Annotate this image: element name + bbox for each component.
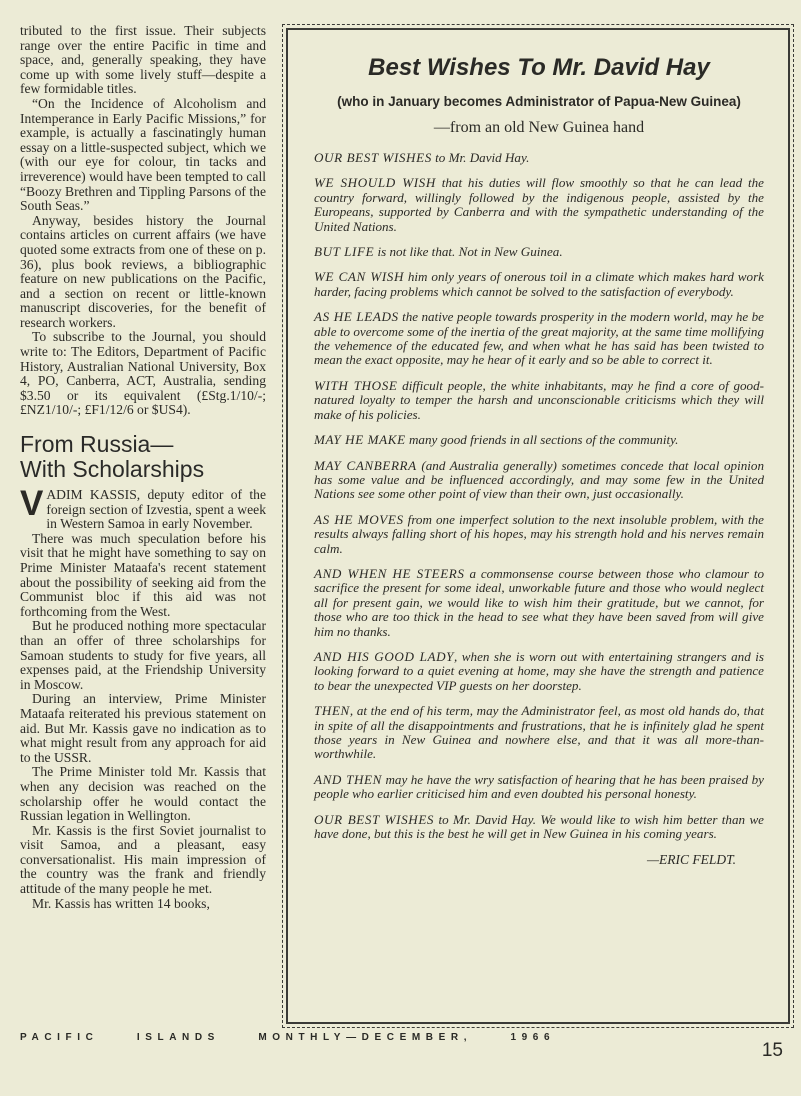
tribute-paragraph — [314, 567, 764, 639]
paragraph-text: that his duties will flow smoothly so that he can lead the country forward, willingly followed by the indigenous people, assisted by the Europeans, supported by Canberra and with the sympathetic understanding of the United Nations. — [314, 175, 764, 234]
article-paragraph: There was much speculation before his visit that he might have something to say on Prime Minister Mataafa's recent statement about the possibility of seeking aid from the Communist bloc if this aid was not forthcoming from the West. — [20, 530, 266, 619]
paragraph-lead: THEN — [314, 703, 350, 719]
paragraph-text: , at the end of his term, may the Administrator feel, as most old hands do, that in spite of all the disappointments and frustrations, that he is infinitely glad he spent those years in New Guinea and nowhere else, and that it was all more-than-worthwhile. — [314, 703, 764, 762]
article-paragraph — [20, 484, 266, 532]
footer-word: MONTHLY—DECEMBER, — [258, 1032, 473, 1043]
footer-word: ISLANDS — [136, 1032, 220, 1043]
tribute-paragraph — [314, 650, 764, 693]
article-paragraph: Mr. Kassis has written 14 books, — [32, 895, 210, 911]
tribute-paragraph — [314, 379, 764, 422]
tribute-paragraph — [314, 151, 764, 165]
footer-word: PACIFIC — [20, 1032, 99, 1043]
paragraph-text: is not like that. Not in New Guinea. — [374, 244, 563, 260]
tribute-box — [286, 28, 790, 1024]
paragraph-text: to Mr. David Hay. We would like to wish him better than we have done, but this is the best he will get in New Guinea in his coming years. — [314, 811, 764, 842]
paragraph-lead: WE CAN WISH — [314, 269, 404, 285]
tribute-paragraph — [314, 813, 764, 842]
article-paragraph-text: ADIM KASSIS, deputy editor of the foreign section of Izvestia, spent a week in Western Samoa in early November. — [46, 487, 266, 532]
tribute-signature: —ERIC FELDT. — [646, 852, 736, 868]
paragraph-lead: BUT LIFE — [314, 244, 375, 260]
paragraph-lead: AND THEN — [314, 771, 382, 787]
tribute-paragraph — [314, 513, 764, 556]
article-paragraph: During an interview, Prime Minister Mataafa reiterated his previous statement on aid. But Mr. Kassis gave no indication as to what might result from any approach for aid to the USSR. — [20, 691, 266, 765]
tribute-paragraph — [314, 459, 764, 502]
paragraph-text: many good friends in all sections of the community. — [405, 432, 679, 448]
paragraph-text: (and Australia generally) sometimes concede that local opinion has some value and be influenced accordingly, and may some few in the United Nations see some other point of view than their own, just occasionally. — [314, 457, 764, 502]
article-paragraph: tributed to the first issue. Their subjects range over the entire Pacific in time and space, and, generally speaking, they have come up with some lively stuff—despite a few formidable titles. — [20, 23, 266, 97]
page-number: 15 — [761, 1040, 783, 1061]
paragraph-lead: AS HE LEADS — [314, 309, 399, 325]
paragraph-lead: WITH THOSE — [314, 377, 398, 393]
paragraph-lead: OUR BEST WISHES — [314, 150, 432, 165]
paragraph-text: difficult people, the white inhabitants, may he find a core of good-natured loyalty to temper the harsh and unconscionable criticisms which they will make of his policies. — [314, 377, 764, 422]
tribute-paragraph — [314, 433, 764, 447]
paragraph-lead: MAY CANBERRA — [314, 457, 417, 473]
paragraph-lead: AND WHEN HE STEERS — [314, 565, 465, 581]
paragraph-text: , when she is worn out with entertaining strangers and is looking forward to a quiet evening at home, may she have the strength and patience to bear the unexpected VIP guests on her doorstep. — [314, 648, 764, 693]
paragraph-lead: OUR BEST WISHES — [314, 811, 435, 827]
tribute-title: Best Wishes To Mr. David Hay — [368, 54, 710, 81]
tribute-paragraph — [314, 704, 764, 762]
tribute-paragraph — [314, 270, 764, 299]
paragraph-lead: WE SHOULD WISH — [314, 175, 436, 191]
article-paragraph: But he produced nothing more spectacular than an offer of three scholarships for Samoan students to study for five years, all expenses paid, at the Friendship University in Moscow. — [20, 618, 266, 692]
section-heading — [20, 432, 266, 482]
paragraph-text: the native people towards prosperity in the modern world, may he be able to overcome some of the inertia of the great majority, at the same time mollifying the vehemence of the educated few, and when what he has said has been twisted to mean the exact opposite, may he hear of it early and so be able to correct it. — [314, 309, 764, 368]
page-footer — [20, 1032, 760, 1043]
left-column — [20, 24, 266, 911]
tribute-paragraph — [314, 176, 764, 234]
paragraph-lead: AS HE MOVES — [314, 511, 404, 527]
paragraph-lead: MAY HE MAKE — [314, 432, 406, 448]
paragraph-text: him only years of onerous toil in a climate which makes hard work harder, facing problems which cannot be solved to the satisfaction of everybody. — [314, 269, 764, 299]
tribute-from-line: —from an old New Guinea hand — [433, 119, 645, 136]
tribute-subtitle: (who in January becomes Administrator of Papua-New Guinea) — [337, 94, 741, 109]
footer-year: 1966 — [510, 1032, 556, 1043]
article-paragraph: Anyway, besides history the Journal contains articles on current affairs (we have quoted some extracts from one of these on p. 36), plus book reviews, a bibliographic feature on new publications on the Pacific, and a section on recent or little-known manuscript discoveries, for the benefit of research workers. — [20, 212, 266, 330]
tribute-paragraph — [314, 310, 764, 368]
drop-cap: V — [20, 484, 44, 524]
paragraph-text: a commonsense course between those who clamour to sacrifice the present for some ideal, unworkable future and those who would neglect all for present gain, we would like to wish him their gratitude, but we cannot, for those who are too thick in the head to see what they have been saved from will give him no thanks. — [314, 565, 764, 639]
section-heading-line1: From Russia— — [20, 431, 174, 458]
paragraph-text: may he have the wry satisfaction of hearing that he has been praised by people who earlier criticised him and even doubted his personal honesty. — [314, 771, 764, 802]
article-paragraph: The Prime Minister told Mr. Kassis that when any decision was reached on the scholarship offer he would contact the Russian legation in Wellington. — [20, 764, 266, 824]
tribute-paragraph — [314, 245, 764, 259]
paragraph-text: to Mr. David Hay. — [431, 150, 530, 165]
paragraph-text: from one imperfect solution to the next insoluble problem, with the results always falling short of his hopes, may his strength hold and his nerves remain calm. — [314, 511, 764, 556]
tribute-paragraph — [314, 773, 764, 802]
article-paragraph: To subscribe to the Journal, you should write to: The Editors, Department of Pacific History, Australian National University, Box 4, PO, Canberra, ACT, Australia, sending $3.50 or its equivalent (£Stg.1/10/-; £NZ1/10/-; £F1/12/6 or $US4). — [20, 329, 266, 418]
article-paragraph: “On the Incidence of Alcoholism and Intemperance in Early Pacific Missions,” for example, is actually a fascinatingly human essay on a little-suspected subject, which we (with our eye for colour, tin tacks and irreverence) would have been tempted to call “Boozy Brethren and Tippling Parsons of the South Seas.” — [20, 95, 266, 214]
article-paragraph: Mr. Kassis is the first Soviet journalist to visit Samoa, and a pleasant, easy conversationalist. His main impression of the country was the frank and friendly attitude of the many people he met. — [20, 822, 266, 897]
section-heading-line2: With Scholarships — [20, 456, 205, 483]
paragraph-lead: AND HIS GOOD LADY — [314, 648, 455, 664]
